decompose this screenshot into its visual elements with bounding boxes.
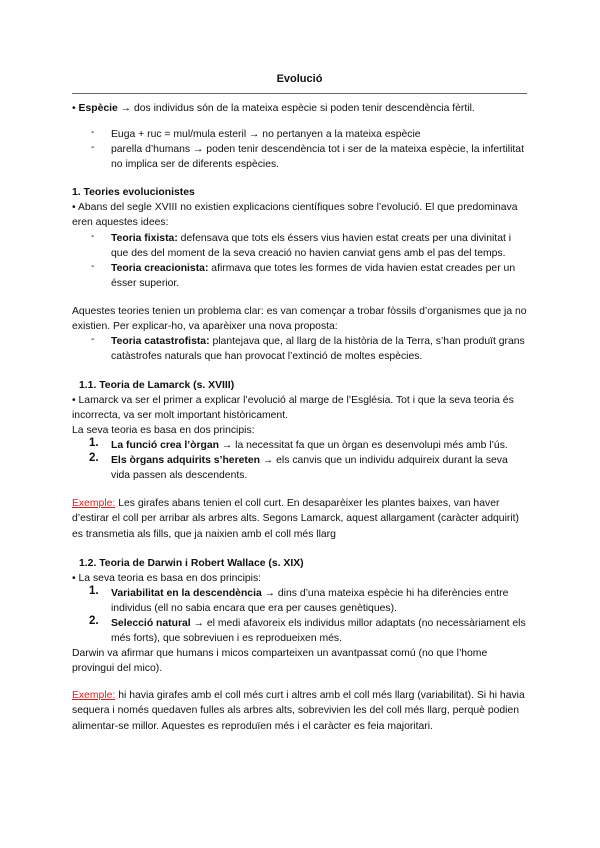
principle-term: Els òrgans adquirits s’hereten: [111, 455, 260, 466]
list-item: [111, 453, 527, 484]
dash: -: [91, 142, 95, 153]
paragraph: • Abans del segle XVIII no existien explicacions científiques sobre l’evolució. El que predominava eren aquestes idees:: [72, 202, 518, 229]
list-item: [111, 334, 527, 365]
dash: -: [91, 261, 95, 272]
example-label: Exemple:: [72, 498, 116, 509]
dash: -: [91, 127, 95, 138]
example-text: hi havia girafes amb el coll més curt i altres amb el coll més llarg (variabilitat). Si hi havia sequera i només quedaven fulles als arbres alts, sobrevivien les del coll més llarg, perquè podien alimentar-se millor. Aquestes es reproduïen més i el caràcter es feia majoritari.: [72, 690, 525, 732]
section-heading: 1.2. Teoria de Darwin i Robert Wallace (s. XIX): [79, 558, 304, 569]
paragraph: • La seva teoria es basa en dos principis:: [72, 573, 262, 584]
example-label: Exemple:: [72, 690, 116, 701]
dash: -: [91, 334, 95, 345]
principle-term: La funció crea l’òrgan: [111, 440, 219, 451]
list-number: 1.: [89, 437, 99, 449]
list-item: Euga + ruc = mul/mula esteril → no pertanyen a la mateixa espècie: [111, 129, 421, 140]
list-item: [111, 261, 527, 292]
list-item: [111, 231, 527, 262]
paragraph: • Lamarck va ser el primer a explicar l’evolució al marge de l’Església. Tot i que la seva teoria és incorrecta, va ser molt important històricament.: [72, 395, 514, 422]
theory-text: plantejava que, al llarg de la història de la Terra, s’han produït grans catàstrofes naturals que han provocat l’extinció de moltes espècies.: [111, 336, 525, 363]
list-item: parella d’humans → poden tenir descendència tot i ser de la mateixa espècie, la infertilitat no implica ser de diferents espècies.: [111, 144, 524, 171]
principle-text: → els canvis que un individu adquireix durant la seva vida passen als descendents.: [111, 455, 508, 482]
page-title: Evolució: [276, 73, 323, 85]
principle-text: → la necessitat fa que un òrgan es desenvolupi més amb l’ús.: [218, 440, 508, 451]
list-number: 2.: [89, 615, 99, 627]
example-paragraph: [72, 688, 527, 734]
theory-term: Teoria creacionista:: [111, 263, 209, 274]
paragraph: Aquestes teories tenien un problema clar: es van començar a trobar fòssils d’organismes que ja no existien. Per explicar-ho, va aparèixer una nova proposta:: [72, 306, 527, 333]
list-number: 1.: [89, 585, 99, 597]
list-number: 2.: [89, 452, 99, 464]
theory-term: Teoria fixista:: [111, 233, 178, 244]
list-item: [111, 586, 527, 617]
principle-term: Selecció natural: [111, 618, 191, 629]
title-divider: [72, 93, 527, 94]
principle-term: Variabilitat en la descendència: [111, 588, 262, 599]
theory-text: defensava que tots els éssers vius havien estat creats per una divinitat i que des del moment de la seva creació no havien canviat gens amb el pas del temps.: [111, 233, 512, 260]
bullet: •: [72, 103, 76, 114]
list-item: [111, 438, 527, 453]
species-term: Espècie: [78, 103, 118, 114]
dash: -: [91, 231, 95, 242]
list-item: [111, 616, 527, 647]
species-definition: [72, 101, 527, 116]
example-paragraph: [72, 496, 527, 542]
section-heading: 1.1. Teoria de Lamarck (s. XVIII): [79, 380, 235, 391]
principle-text: → dins d’una mateixa espècie hi ha diferències entre individus (ell no sabia encara que era per causes genètiques).: [111, 588, 509, 615]
example-text: Les girafes abans tenien el coll curt. En desaparèixer les plantes baixes, van haver d’estirar el coll per arribar als arbres alts. Segons Lamarck, aquest allargament (caràcter adquirit) es transmetia als fills, que ja naixien amb el coll més llarg: [72, 498, 519, 540]
paragraph: La seva teoria es basa en dos principis:: [72, 425, 255, 436]
paragraph: Darwin va afirmar que humans i micos comparteixen un avantpassat comú (no que l’home provingui del mico).: [72, 648, 488, 675]
theory-text: afirmava que totes les formes de vida havien estat creades per un ésser superior.: [111, 263, 516, 290]
species-text: → dos individus són de la mateixa espècie si poden tenir descendència fèrtil.: [117, 103, 475, 114]
theory-term: Teoria catastrofista:: [111, 336, 210, 347]
principle-text: → el medi afavoreix els individus millor adaptats (no necessàriament els més forts), que sobreviuen i es reprodueixen més.: [111, 618, 526, 645]
section-heading: 1. Teories evolucionistes: [72, 187, 195, 198]
